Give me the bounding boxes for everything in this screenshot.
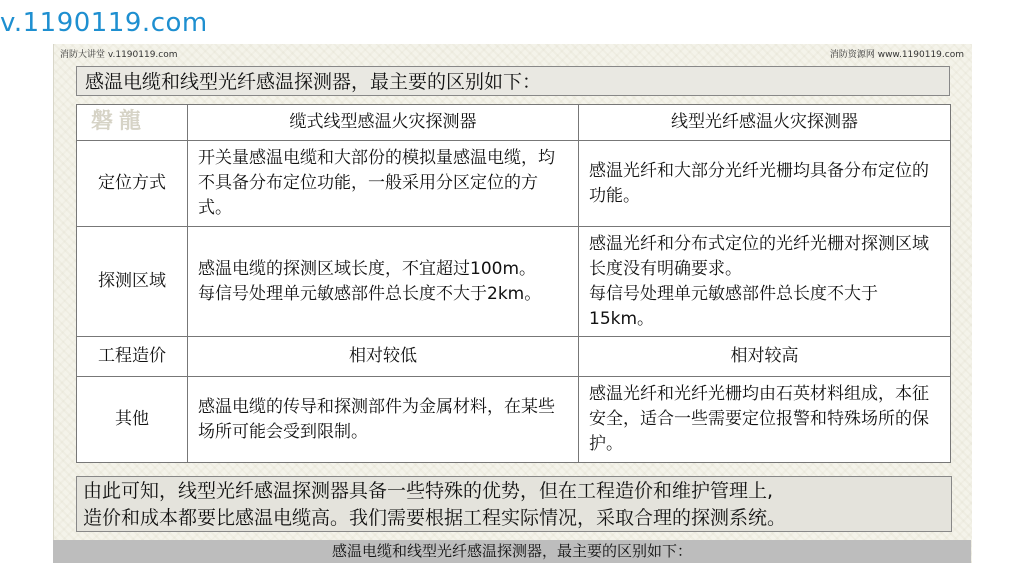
column-header-cable: 缆式线型感温火灾探测器 [188, 105, 579, 141]
table-row [77, 227, 951, 337]
row-label: 定位方式 [77, 141, 188, 227]
table-cell [188, 227, 579, 337]
table-row [77, 141, 951, 227]
summary-line: 造价和成本都要比感温电缆高。我们需要根据工程实际情况，采取合理的探测系统。 [83, 507, 787, 529]
table-cell [188, 377, 579, 463]
cell-text: 开关量感温电缆和大部份的模拟量感温电缆，均不具备分布定位功能，一般采用分区定位的方式。 [198, 148, 555, 218]
slide [53, 44, 972, 563]
cell-text: 相对较高 [730, 346, 799, 366]
table-cell [579, 227, 951, 337]
logo-watermark: 磐龍 [91, 108, 148, 134]
table-corner-cell [77, 105, 188, 141]
table-header-row [77, 105, 951, 141]
slide-title: 感温电缆和线型光纤感温探测器，最主要的区别如下： [76, 66, 950, 96]
cell-text: 感温电缆的探测区域长度，不宜超过100m。 [198, 258, 537, 279]
table-cell [188, 337, 579, 377]
row-label: 工程造价 [77, 337, 188, 377]
cell-text: 每信号处理单元敏感部件总长度不大于15km。 [589, 283, 878, 329]
comparison-table [76, 104, 951, 463]
site-watermark: v.1190119.com [0, 8, 208, 38]
cell-text: 感温电缆的传导和探测部件为金属材料，在某些场所可能会受到限制。 [198, 396, 555, 442]
table-cell [188, 141, 579, 227]
summary-line: 由此可知，线型光纤感温探测器具备一些特殊的优势，但在工程造价和维护管理上, [83, 480, 774, 502]
cell-text: 感温光纤和分布式定位的光纤光栅对探测区域长度没有明确要求。 [589, 233, 929, 279]
table-cell [579, 141, 951, 227]
cell-text: 感温光纤和大部分光纤光栅均具备分布定位的功能。 [589, 160, 929, 206]
cell-text: 每信号处理单元敏感部件总长度不大于2km。 [198, 283, 542, 304]
caption-bar: 感温电缆和线型光纤感温探测器，最主要的区别如下： [53, 540, 971, 563]
table-row [77, 377, 951, 463]
summary-text [76, 476, 952, 532]
row-label: 其他 [77, 377, 188, 463]
table-cell [579, 377, 951, 463]
cell-text: 感温光纤和光纤光栅均由石英材料组成，本征安全，适合一些需要定位报警和特殊场所的保护。 [589, 384, 929, 454]
slide-header-right: 消防资源网 www.1190119.com [829, 50, 964, 60]
table-row [77, 337, 951, 377]
cell-text: 相对较低 [349, 346, 417, 366]
row-label: 探测区域 [77, 227, 188, 337]
slide-header-left: 消防大讲堂 v.1190119.com [60, 50, 178, 60]
table-cell [579, 337, 951, 377]
column-header-fiber: 线型光纤感温火灾探测器 [579, 105, 951, 141]
